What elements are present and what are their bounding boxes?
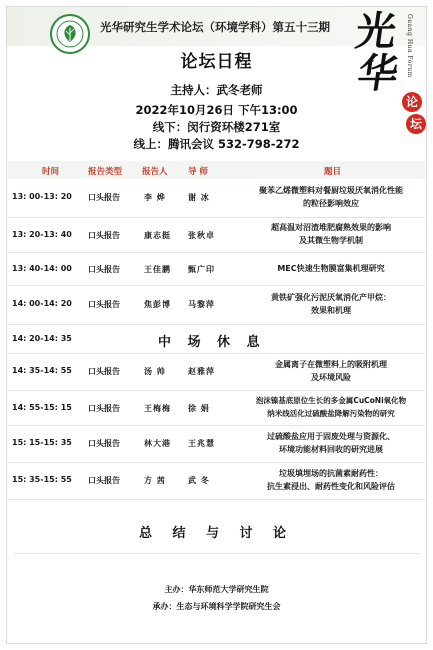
- topic-line-1: 过硫酸盐应用于固废处理与资源化、: [267, 432, 395, 441]
- undertaker: 承办：生态与环境科学学院研究生会: [152, 602, 281, 611]
- break-row: [8, 325, 425, 354]
- host-line: 主持人：武冬老师: [170, 83, 263, 97]
- topic-line-2: 的粒径影响效应: [303, 199, 359, 208]
- row-speaker: 林大港: [144, 439, 171, 448]
- topic-line-2: 抗生素浸出、耐药性变化和风险评估: [267, 482, 395, 491]
- row-type: 口头报告: [88, 265, 120, 274]
- row-time: 13: 00-13: 20: [12, 192, 72, 201]
- table-row: [8, 286, 425, 325]
- row-time: 14: 00-14: 20: [12, 299, 72, 308]
- seal-lun: 论: [402, 92, 422, 112]
- row-speaker: 王梅梅: [144, 404, 171, 413]
- row-speaker: 王佳鹏: [144, 265, 171, 274]
- schedule-table: [8, 161, 425, 500]
- header-mentor: 导 师: [188, 167, 208, 177]
- row-topic: [240, 394, 422, 420]
- table-row: [8, 218, 425, 253]
- row-mentor: 赵雅萍: [188, 367, 215, 376]
- topic-line-2: 环境功能材料回收的研究进展: [279, 445, 383, 454]
- date-line: 2022年10月26日 下午13:00: [135, 103, 298, 117]
- row-mentor: 武 冬: [188, 476, 210, 485]
- break-time: 14: 20-14: 35: [12, 334, 72, 343]
- row-speaker: 康志挺: [144, 231, 171, 240]
- topic-line-2: 效果和机理: [311, 306, 351, 315]
- row-type: 口头报告: [88, 367, 120, 376]
- organizer: 主办：华东师范大学研究生院: [164, 585, 269, 594]
- row-speaker: 焦彭博: [144, 300, 171, 309]
- table-row: [8, 426, 425, 463]
- row-speaker: 汤 帅: [144, 367, 166, 376]
- row-type: 口头报告: [88, 231, 120, 240]
- row-time: 13: 40-14: 00: [12, 264, 72, 273]
- row-mentor: 谢 冰: [188, 193, 210, 202]
- divider: [14, 553, 419, 554]
- row-time: 14: 35-14: 55: [12, 366, 72, 375]
- row-speaker: 方 茜: [144, 476, 166, 485]
- topic-line-1: 金属离子在微塑料上的吸附机理: [275, 360, 387, 369]
- topic-line-1: 黄铁矿强化污泥厌氧消化产甲烷：: [271, 293, 391, 302]
- header-type: 报告类型: [88, 167, 123, 177]
- topic-line-1: 垃圾填埋场的抗菌素耐药性：: [279, 469, 383, 478]
- forum-title: 光华研究生学术论坛（环境学科）第五十三期: [100, 20, 330, 34]
- row-mentor: 徐 娟: [188, 404, 210, 413]
- row-mentor: 甄广印: [188, 265, 215, 274]
- row-time: 14: 55-15: 15: [12, 403, 72, 412]
- schedule-header: [8, 161, 425, 179]
- table-row: [8, 463, 425, 500]
- row-type: 口头报告: [88, 439, 120, 448]
- row-topic: [240, 358, 422, 384]
- topic-line-2: 及环境风险: [311, 373, 351, 382]
- row-topic: [240, 262, 422, 275]
- row-topic: [240, 291, 422, 317]
- table-row: [8, 391, 425, 426]
- row-mentor: 张秋卓: [188, 231, 215, 240]
- row-time: 15: 35-15: 55: [12, 475, 72, 484]
- row-topic: [240, 467, 422, 493]
- table-row: [8, 354, 425, 391]
- page-title: 论坛日程: [180, 52, 253, 72]
- brand-char-guang: 光: [352, 8, 400, 55]
- row-type: 口头报告: [88, 193, 120, 202]
- topic-line-1: 泡沫镍基底原位生长的多金属CuCoNi氧化物: [255, 396, 407, 405]
- topic-line-1: 超高温对沼渣堆肥腐熟效果的影响: [271, 223, 391, 232]
- offline-location: 线下：闵行资环楼271室: [152, 120, 281, 134]
- brand-english: Guang Hua Forum: [406, 14, 413, 78]
- topic-line-2: 纳米线活化过硫酸盐降解污染物的研究: [267, 409, 395, 418]
- row-topic: [240, 430, 422, 456]
- row-mentor: 王兆慧: [188, 439, 215, 448]
- topic-line-1: MEC快速生物膜富集机理研究: [277, 264, 385, 273]
- closing-section: 总 结 与 讨 论: [138, 526, 295, 541]
- row-topic: [240, 184, 422, 210]
- row-speaker: 李 烨: [144, 193, 166, 202]
- row-time: 13: 20-13: 40: [12, 230, 72, 239]
- row-type: 口头报告: [88, 300, 120, 309]
- table-row: [8, 179, 425, 218]
- topic-line-2: 及其微生物学机制: [299, 236, 363, 245]
- table-row: [8, 253, 425, 286]
- break-label: 中 场 休 息: [158, 335, 266, 350]
- header-time: 时间: [42, 167, 60, 177]
- online-meeting: 线上：腾讯会议 532-798-272: [133, 137, 300, 151]
- row-topic: [240, 221, 422, 247]
- header-topic: 题目: [324, 167, 342, 177]
- row-type: 口头报告: [88, 404, 120, 413]
- brand-char-hua: 华: [354, 50, 402, 97]
- header-speaker: 报告人: [142, 167, 168, 177]
- row-type: 口头报告: [88, 476, 120, 485]
- seal-tan: 坛: [406, 114, 426, 134]
- row-time: 15: 15-15: 35: [12, 438, 72, 447]
- topic-line-1: 聚苯乙烯微塑料对餐厨垃圾厌氧消化性能: [259, 186, 403, 195]
- row-mentor: 马黎萍: [188, 300, 215, 309]
